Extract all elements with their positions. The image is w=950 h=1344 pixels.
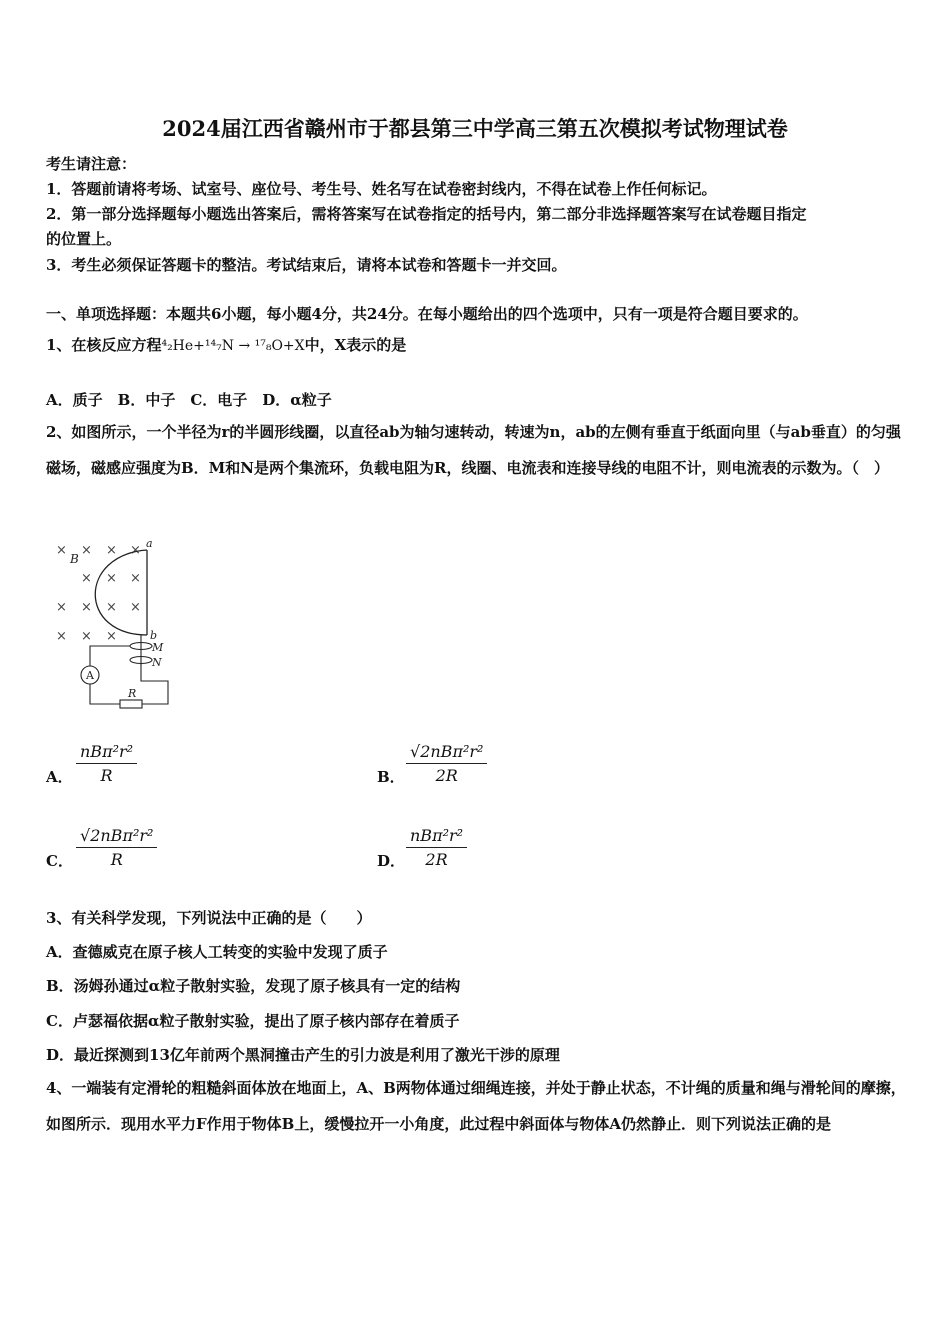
option-b-fraction [406, 742, 487, 785]
svg-text:×: × [106, 571, 117, 586]
option-d-label: D． [377, 852, 406, 870]
question-3-option-b: B．汤姆孙通过α粒子散射实验，发现了原子核具有一定的结构 [46, 977, 461, 995]
option-c-denominator: R [110, 850, 123, 869]
svg-text:×: × [106, 600, 117, 615]
resistor [120, 700, 142, 708]
page-title: 2024届江西省赣州市于都县第三中学高三第五次模拟考试物理试卷 [162, 116, 788, 141]
point-label-a: a [146, 537, 153, 550]
svg-text:×: × [130, 600, 141, 615]
resistor-label: R [128, 687, 137, 700]
notice-item-3: 3．考生必须保证答题卡的整洁。考试结束后，请将本试卷和答题卡一并交回。 [46, 256, 567, 274]
section-heading: 一、单项选择题：本题共6小题，每小题4分，共24分。在每小题给出的四个选项中，只有一项是符合题目要求的。 [46, 305, 808, 323]
option-b-label: B． [377, 768, 405, 786]
field-label-B: B [70, 552, 79, 566]
svg-text:×: × [81, 629, 92, 644]
option-a-denominator: R [100, 766, 113, 785]
notice-item-1: 1．答题前请将考场、试室号、座位号、考生号、姓名写在试卷密封线内，不得在试卷上作任何标记。 [46, 180, 717, 198]
option-d-numerator: nBπ²r² [406, 826, 467, 848]
question-3-option-a: A．查德威克在原子核人工转变的实验中发现了质子 [46, 943, 388, 961]
option-c-fraction [76, 826, 157, 869]
notice-item-2-cont: 的位置上。 [46, 230, 122, 248]
wire-top-left [90, 646, 130, 666]
svg-text:×: × [81, 571, 92, 586]
point-label-b: b [150, 629, 158, 642]
option-b-numerator: √2nBπ²r² [406, 742, 487, 764]
wire-right [141, 663, 168, 704]
nuclear-equation: ⁴₂He+¹⁴₇N → ¹⁷₈O+X [161, 338, 305, 354]
magnetic-field-crosses [56, 543, 141, 644]
svg-text:×: × [130, 543, 141, 558]
option-a-numerator: nBπ²r² [76, 742, 137, 764]
question-3-stem: 3、有关科学发现，下列说法中正确的是（ ） [46, 909, 372, 927]
svg-text:×: × [130, 571, 141, 586]
svg-text:×: × [81, 600, 92, 615]
option-a-fraction [76, 742, 137, 785]
ammeter-label: A [86, 669, 94, 682]
notice-heading: 考生请注意： [46, 155, 137, 173]
question-2-stem: 2、如图所示，一个半径为r的半圆形线圈，以直径ab为轴匀速转动，转速为n，ab的左侧有垂直于纸面向里（与ab垂直）的匀强磁场，磁感应强度为B．M和N是两个集流环，负载电阻为R，线圈、电流表和连接导线的电阻不计，则电流表的示数为。（ ） [46, 423, 901, 477]
question-1-stem [46, 334, 406, 355]
svg-text:×: × [56, 629, 67, 644]
svg-text:×: × [81, 543, 92, 558]
option-c-label: C． [46, 852, 73, 870]
ring-label-N: N [152, 656, 162, 669]
option-c-numerator: √2nBπ²r² [76, 826, 157, 848]
svg-text:×: × [56, 600, 67, 615]
question-3-option-d: D．最近探测到13亿年前两个黑洞撞击产生的引力波是利用了激光干涉的原理 [46, 1046, 560, 1064]
semicircle-coil [95, 550, 147, 635]
question-1-options: A．质子 B．中子 C．电子 D．α粒子 [46, 391, 332, 409]
question-1-stem-pre: 1、在核反应方程 [46, 336, 162, 354]
ring-label-M: M [152, 641, 164, 654]
question-3-option-c: C．卢瑟福依据α粒子散射实验，提出了原子核内部存在着质子 [46, 1012, 460, 1030]
option-d-denominator: 2R [425, 850, 448, 869]
notice-item-2: 2．第一部分选择题每小题选出答案后，需将答案写在试卷指定的括号内，第二部分非选择题答案写在试卷题目指定 [46, 205, 807, 223]
wire-bottom-left [90, 684, 120, 704]
svg-text:×: × [106, 629, 117, 644]
option-a-label: A． [46, 768, 73, 786]
question-1-stem-post: 中，X表示的是 [304, 336, 407, 354]
option-b-denominator: 2R [435, 766, 458, 785]
option-d-fraction [406, 826, 467, 869]
question-2-figure [48, 535, 178, 713]
svg-text:×: × [56, 543, 67, 558]
question-4-stem: 4、一端装有定滑轮的粗糙斜面体放在地面上，A、B两物体通过细绳连接，并处于静止状态，不计绳的质量和绳与滑轮间的摩擦，如图所示．现用水平力F作用于物体B上，缓慢拉开一小角度，此过程中斜面体与物体A仍然静止．则下列说法正确的是 [46, 1079, 906, 1133]
svg-text:×: × [106, 543, 117, 558]
